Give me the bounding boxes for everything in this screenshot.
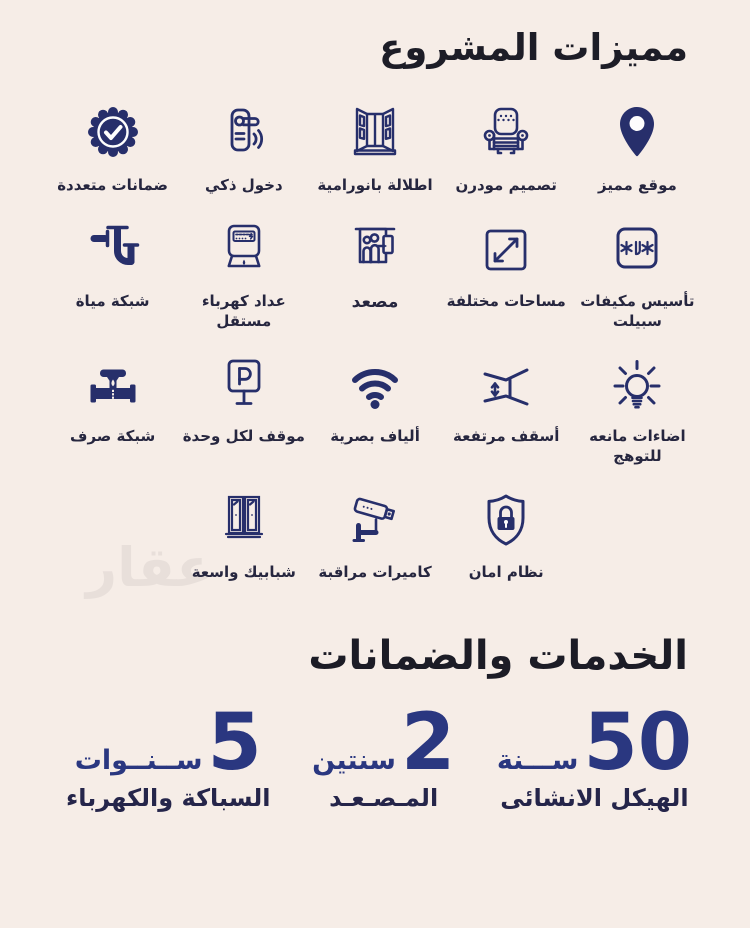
elevator-icon [342, 218, 408, 282]
light-bulb-icon [604, 353, 670, 417]
feature-item [312, 218, 437, 332]
feature-item [444, 102, 569, 195]
feature-label: كاميرات مراقبة [318, 562, 432, 581]
feature-label: شبكة مياة [75, 291, 150, 310]
feature-label: اطلالة بانورامية [317, 176, 433, 195]
stat-label: المـصـعـد [329, 783, 439, 812]
wifi-icon [342, 353, 408, 417]
feature-item [575, 353, 700, 467]
wide-windows-icon [211, 489, 277, 553]
ac-unit-icon [604, 218, 670, 282]
feature-item [181, 489, 306, 582]
page-title: مميزات المشروع [379, 26, 688, 69]
stat-number: 5 [207, 697, 262, 788]
feature-item [181, 353, 306, 467]
feature-item [181, 218, 306, 332]
stat-value-row [496, 697, 692, 788]
water-pipe-icon [80, 218, 146, 282]
smart-lock-icon [211, 102, 277, 166]
feature-item [181, 102, 306, 195]
parking-icon [211, 353, 277, 417]
feature-label: أسقف مرتفعة [453, 427, 560, 446]
stat-item [66, 697, 271, 812]
feature-item [444, 489, 569, 582]
features-grid [0, 102, 750, 582]
feature-item [575, 218, 700, 332]
expand-icon [473, 218, 539, 282]
stat-number: 50 [583, 697, 692, 788]
feature-label: موقف لكل وحدة [182, 427, 305, 446]
feature-item [312, 353, 437, 467]
feature-label: عداد كهرباء مستقل [201, 291, 286, 330]
feature-label: دخول ذكي [204, 176, 283, 195]
feature-label: شبكة صرف [70, 427, 156, 446]
feature-item [50, 353, 175, 467]
feature-label: مصعد [351, 291, 399, 312]
window-open-icon [342, 102, 408, 166]
services-title: الخدمات والضمانات [308, 632, 688, 679]
feature-item [312, 489, 437, 582]
cctv-camera-icon [342, 489, 408, 553]
feature-item [575, 102, 700, 195]
armchair-icon [473, 102, 539, 166]
feature-item [50, 102, 175, 195]
stat-item [496, 697, 692, 812]
feature-label: نظام امان [468, 562, 544, 581]
infographic-page [0, 26, 750, 928]
stat-label: الهيكل الانشائى [500, 783, 689, 812]
stat-unit: ســنــوات [74, 744, 203, 776]
feature-item [50, 218, 175, 332]
stats-row [0, 697, 750, 812]
feature-label: موقع مميز [598, 176, 677, 195]
shield-lock-icon [473, 489, 539, 553]
badge-check-icon [80, 102, 146, 166]
watermark: عقار [86, 536, 214, 599]
electric-meter-icon [211, 218, 277, 282]
feature-label: اضاءات مانعه للتوهج [589, 427, 686, 466]
feature-label: تأسيس مكيفات سبيلت [580, 291, 695, 330]
stat-number: 2 [400, 697, 456, 788]
drain-valve-icon [80, 353, 146, 417]
feature-label: مساحات مختلفة [446, 291, 566, 310]
feature-label: ضمانات متعددة [57, 176, 169, 195]
feature-label: شبابيك واسعة [191, 562, 296, 581]
stat-item [312, 697, 456, 812]
stat-value-row [312, 697, 456, 788]
stat-unit: ســـنة [496, 744, 579, 776]
stat-label: السباكة والكهرباء [66, 783, 271, 812]
stat-unit: سنتين [312, 744, 396, 776]
feature-item [444, 353, 569, 467]
feature-label: تصميم مودرن [455, 176, 557, 195]
feature-label: ألياف بصرية [330, 427, 420, 446]
feature-item [444, 218, 569, 332]
stat-value-row [74, 697, 262, 788]
map-pin-icon [604, 102, 670, 166]
feature-item [312, 102, 437, 195]
high-ceiling-icon [473, 353, 539, 417]
